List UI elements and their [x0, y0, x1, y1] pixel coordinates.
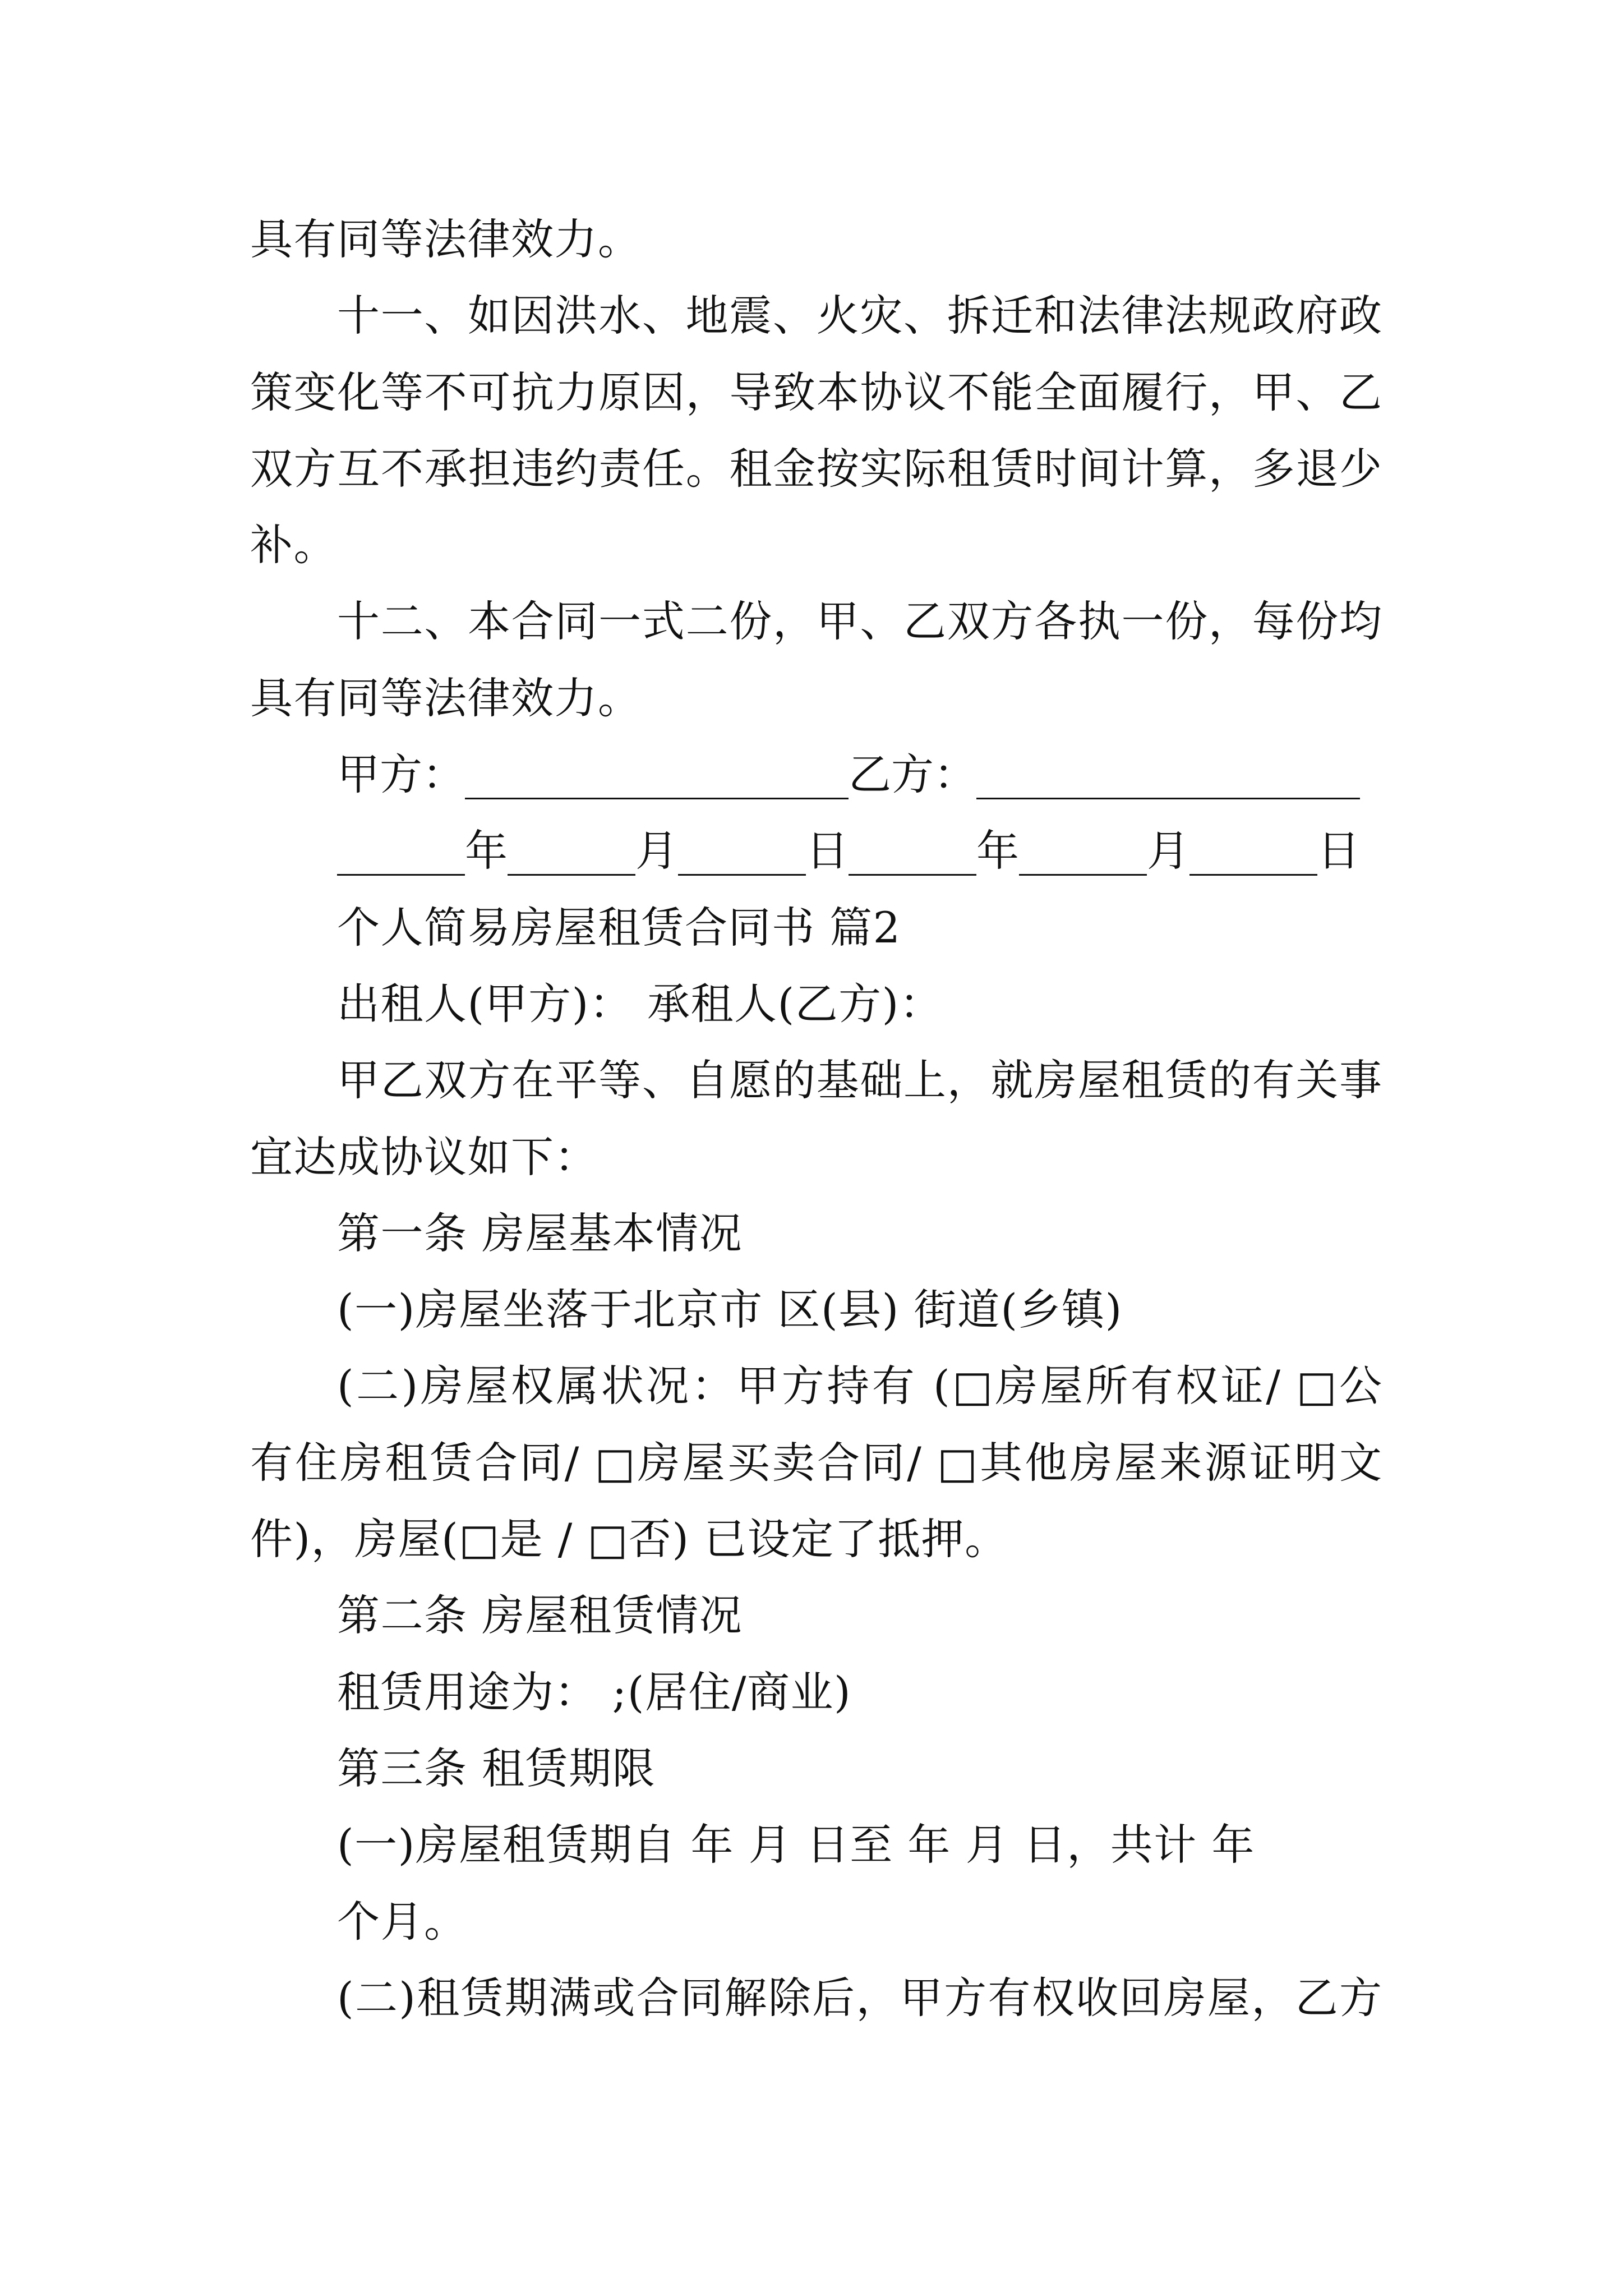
article-1-item-1: (一)房屋坐落于北京市 区(县) 街道(乡镇) — [337, 1285, 1123, 1335]
clause-11-line: 双方互不承担违约责任。租金按实际租赁时间计算，多退少 — [250, 443, 1382, 494]
signature-line: 甲方：__________________乙方：__________________ — [337, 749, 1360, 800]
date-line: ______年______月______日______年______月______日 — [337, 826, 1360, 876]
clause-10-continuation: 具有同等法律效力。 — [250, 214, 642, 264]
article-1-item-2-line: (二)房屋权属状况：甲方持有 (□房屋所有权证/ □公 — [337, 1361, 1382, 1411]
article-3-item-1-line: (一)房屋租赁期自 年 月 日至 年 月 日，共计 年 — [337, 1820, 1255, 1870]
document-body — [250, 201, 1382, 2036]
preamble-line: 甲乙双方在平等、自愿的基础上，就房屋租赁的有关事 — [337, 1055, 1382, 1106]
contract-title: 个人简易房屋租赁合同书 篇2 — [337, 902, 901, 953]
preamble-line: 宜达成协议如下： — [250, 1131, 598, 1182]
clause-12-line: 具有同等法律效力。 — [250, 673, 642, 723]
article-1-item-2-line: 件)，房屋(□是 / □否) 已设定了抵押。 — [250, 1514, 1008, 1565]
article-3-item-1-line: 个月。 — [337, 1896, 468, 1947]
clause-11-line: 补。 — [250, 520, 337, 570]
article-3-item-2-line: (二)租赁期满或合同解除后，甲方有权收回房屋，乙方 — [337, 1972, 1382, 2023]
article-3-heading: 第三条 租赁期限 — [337, 1743, 656, 1793]
parties-line: 出租人(甲方)： 承租人(乙方)： — [337, 978, 943, 1029]
article-1-heading: 第一条 房屋基本情况 — [337, 1208, 743, 1258]
clause-11-line: 十一、如因洪水、地震、火灾、拆迁和法律法规政府政 — [337, 291, 1382, 341]
article-1-item-2-line: 有住房租赁合同/ □房屋买卖合同/ □其他房屋来源证明文 — [250, 1437, 1382, 1488]
clause-11-line: 策变化等不可抗力原因，导致本协议不能全面履行，甲、乙 — [250, 367, 1382, 417]
clause-12-line: 十二、本合同一式二份，甲、乙双方各执一份，每份均 — [337, 596, 1382, 647]
article-2-usage: 租赁用途为： ;(居住/商业) — [337, 1667, 852, 1717]
article-2-heading: 第二条 房屋租赁情况 — [337, 1590, 743, 1641]
